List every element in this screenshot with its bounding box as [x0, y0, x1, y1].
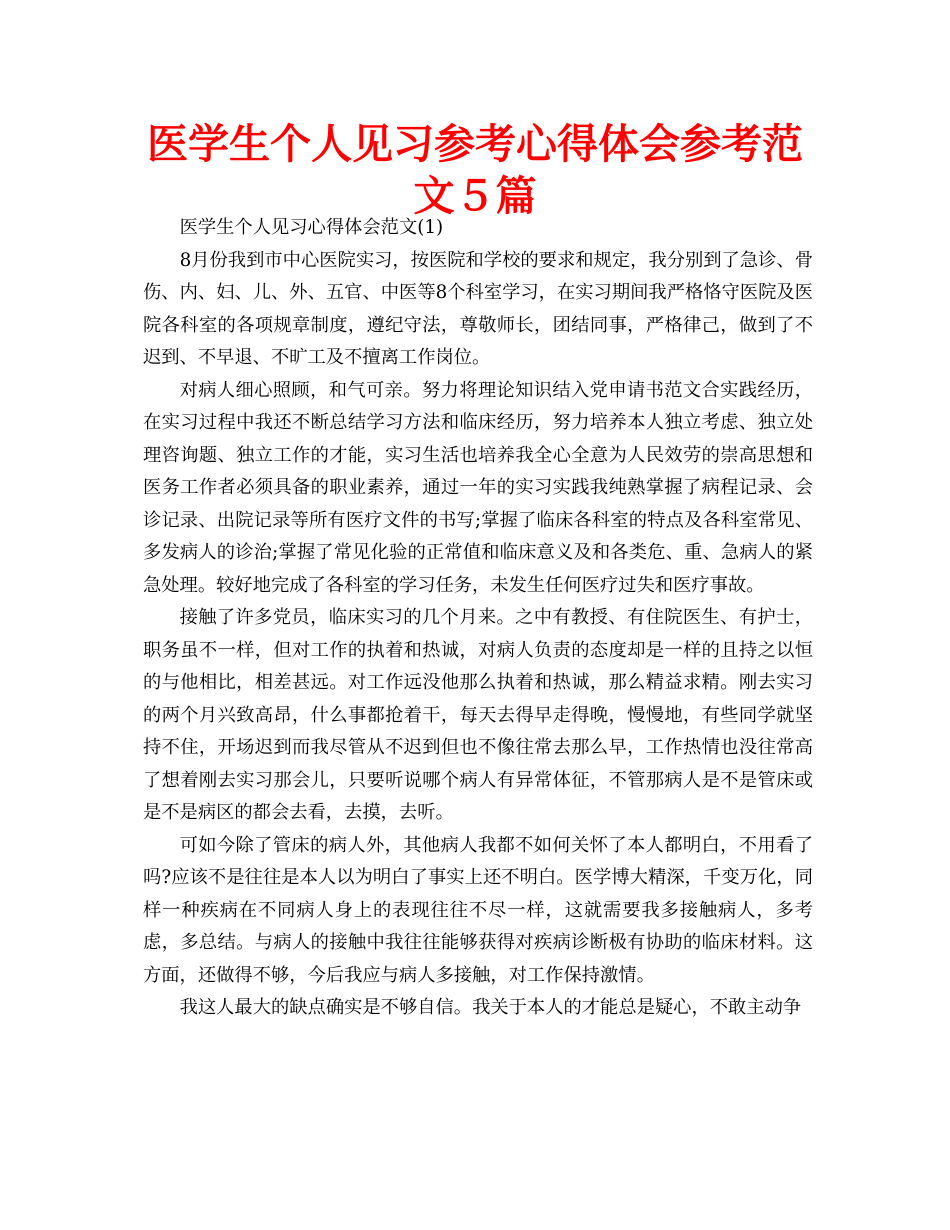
paragraph: 对病人细心照顾，和气可亲。努力将理论知识结入党申请书范文合实践经历，在实习过程中我还不断总结学习方法和临床经历，努力培养本人独立考虑、独立处理咨询题、独立工作的才能，实习生活也培养我全心全意为人民效劳的崇高思想和医务工作者必须具备的职业素养，通过一年的实习实践我纯熟掌握了病程记录、会诊记录、出院记录等所有医疗文件的书写;掌握了临床各科室的特点及各科室常见、多发病人的诊治;掌握了常见化验的正常值和临床意义及和各类危、重、急病人的紧急处理。较好地完成了各科室的学习任务，未发生任何医疗过失和医疗事故。 — [143, 379, 813, 596]
paragraph: 8月份我到市中心医院实习，按医院和学校的要求和规定，我分别到了急诊、骨伤、内、妇、儿、外、五官、中医等8个科室学习，在实习期间我严格恪守医院及医院各科室的各项规章制度，遵纪守法，尊敬师长，团结同事，严格律己，做到了不迟到、不早退、不旷工及不擅离工作岗位。 — [143, 249, 813, 368]
paragraph: 我这人最大的缺点确实是不够自信。我关于本人的才能总是疑心，不敢主动争 — [179, 997, 802, 1018]
paragraph: 可如今除了管床的病人外，其他病人我都不如何关怀了本人都明白，不用看了吗?应该不是往往是本人以为明白了事实上还不明白。医学博大精深，千变万化，同样一种疾病在不同病人身上的表现往往不尽一样，这就需要我多接触病人，多考虑，多总结。与病人的接触中我往往能够获得对疾病诊断极有协助的临床材料。这方面，还做得不够，今后我应与病人多接触，对工作保持激情。 — [143, 834, 813, 986]
paragraph: 接触了许多党员，临床实习的几个月来。之中有教授、有住院医生、有护士，职务虽不一样，但对工作的执着和热诚，对病人负责的态度却是一样的且持之以恒的与他相比，相差甚远。对工作远没他那么执着和热诚，那么精益求精。刚去实习的两个月兴致高昂，什么事都抢着干，每天去得早走得晚，慢慢地，有些同学就坚持不住，开场迟到而我尽管从不迟到但也不像往常去那么早，工作热情也没往常高了想着刚去实习那会儿，只要听说哪个病人有异常体征，不管那病人是不是管床或是不是病区的都会去看，去摸，去听。 — [143, 607, 813, 823]
document-body — [143, 212, 813, 1025]
section-heading: 医学生个人见习心得体会范文(1) — [179, 217, 444, 238]
document-title: 医学生个人见习参考心得体会参考范文５篇 — [147, 120, 803, 220]
